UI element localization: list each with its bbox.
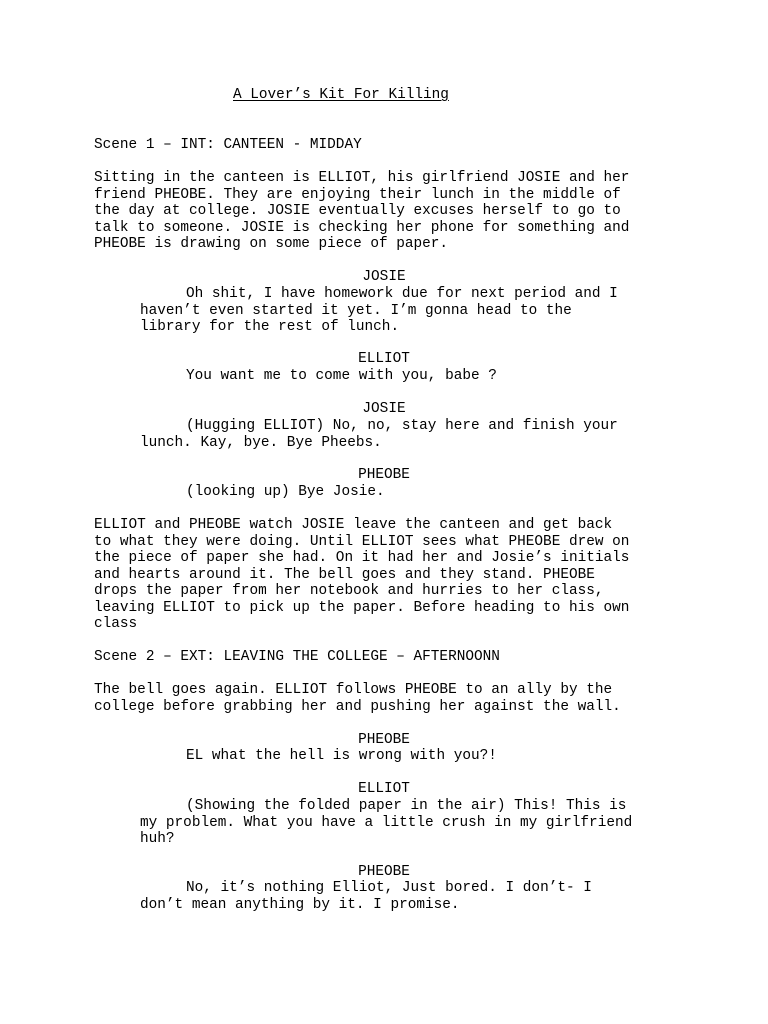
dialogue-line: No, it’s nothing Elliot, Just bored. I don’t- I xyxy=(186,880,592,896)
character-name: ELLIOT xyxy=(358,781,410,797)
character-name: JOSIE xyxy=(362,269,406,285)
dialogue-block xyxy=(140,484,700,501)
action-line: to what they were doing. Until ELLIOT sees what PHEOBE drew on xyxy=(94,533,630,550)
scene-1-heading-block xyxy=(94,137,694,154)
action-line: Sitting in the canteen is ELLIOT, his girlfriend JOSIE and her xyxy=(94,170,630,186)
action-line: the day at college. JOSIE eventually excuses herself to go to xyxy=(94,203,621,219)
dialogue-line: lunch. Kay, bye. Bye Pheebs. xyxy=(140,434,382,451)
dialogue-line: (looking up) Bye Josie. xyxy=(186,484,385,500)
dialogue-block xyxy=(140,418,700,451)
action-line: PHEOBE is drawing on some piece of paper. xyxy=(94,236,449,252)
dialogue-line: (Hugging ELLIOT) No, no, stay here and finish your xyxy=(186,418,618,434)
action-line: and hearts around it. The bell goes and they stand. PHEOBE xyxy=(94,566,595,583)
action-paragraph-2 xyxy=(94,517,694,633)
character-name: JOSIE xyxy=(362,401,406,417)
dialogue-line: don’t mean anything by it. I promise. xyxy=(140,896,460,913)
action-line: friend PHEOBE. They are enjoying their lunch in the middle of xyxy=(94,186,621,203)
dialogue-line: library for the rest of lunch. xyxy=(140,319,400,335)
action-line: drops the paper from her notebook and hurries to her class, xyxy=(94,583,604,599)
scene-heading: Scene 1 – INT: CANTEEN - MIDDAY xyxy=(94,137,362,153)
dialogue-line: (Showing the folded paper in the air) This! This is xyxy=(186,798,627,814)
character-name: PHEOBE xyxy=(358,864,410,880)
dialogue-line: huh? xyxy=(140,831,175,847)
character-name: ELLIOT xyxy=(358,351,410,367)
dialogue-line: haven’t even started it yet. I’m gonna head to the xyxy=(140,302,572,319)
scene-heading: Scene 2 – EXT: LEAVING THE COLLEGE – AFTERNOONN xyxy=(94,649,500,665)
dialogue-line: Oh shit, I have homework due for next period and I xyxy=(186,286,618,302)
script-title: A Lover’s Kit For Killing xyxy=(233,87,449,103)
character-name: PHEOBE xyxy=(358,732,410,748)
dialogue-line: EL what the hell is wrong with you?! xyxy=(186,748,497,764)
action-line: talk to someone. JOSIE is checking her phone for something and xyxy=(94,219,630,236)
action-line: ELLIOT and PHEOBE watch JOSIE leave the canteen and get back xyxy=(94,517,613,533)
action-line: leaving ELLIOT to pick up the paper. Before heading to his own xyxy=(94,599,630,616)
dialogue-block xyxy=(140,286,700,336)
action-line: The bell goes again. ELLIOT follows PHEOBE to an ally by the xyxy=(94,682,613,698)
action-line: college before grabbing her and pushing her against the wall. xyxy=(94,698,621,715)
dialogue-line: my problem. What you have a little crush in my girlfriend xyxy=(140,814,633,831)
dialogue-block xyxy=(140,798,700,848)
action-line: class xyxy=(94,616,138,632)
action-paragraph-1 xyxy=(94,170,694,253)
dialogue-block xyxy=(140,368,700,385)
dialogue-line: You want me to come with you, babe ? xyxy=(186,368,497,384)
dialogue-block xyxy=(140,748,700,765)
action-paragraph-3 xyxy=(94,682,694,715)
character-name: PHEOBE xyxy=(358,467,410,483)
scene-2-heading-block xyxy=(94,649,694,666)
action-line: the piece of paper she had. On it had her and Josie’s initials xyxy=(94,550,630,566)
dialogue-block xyxy=(140,880,700,913)
